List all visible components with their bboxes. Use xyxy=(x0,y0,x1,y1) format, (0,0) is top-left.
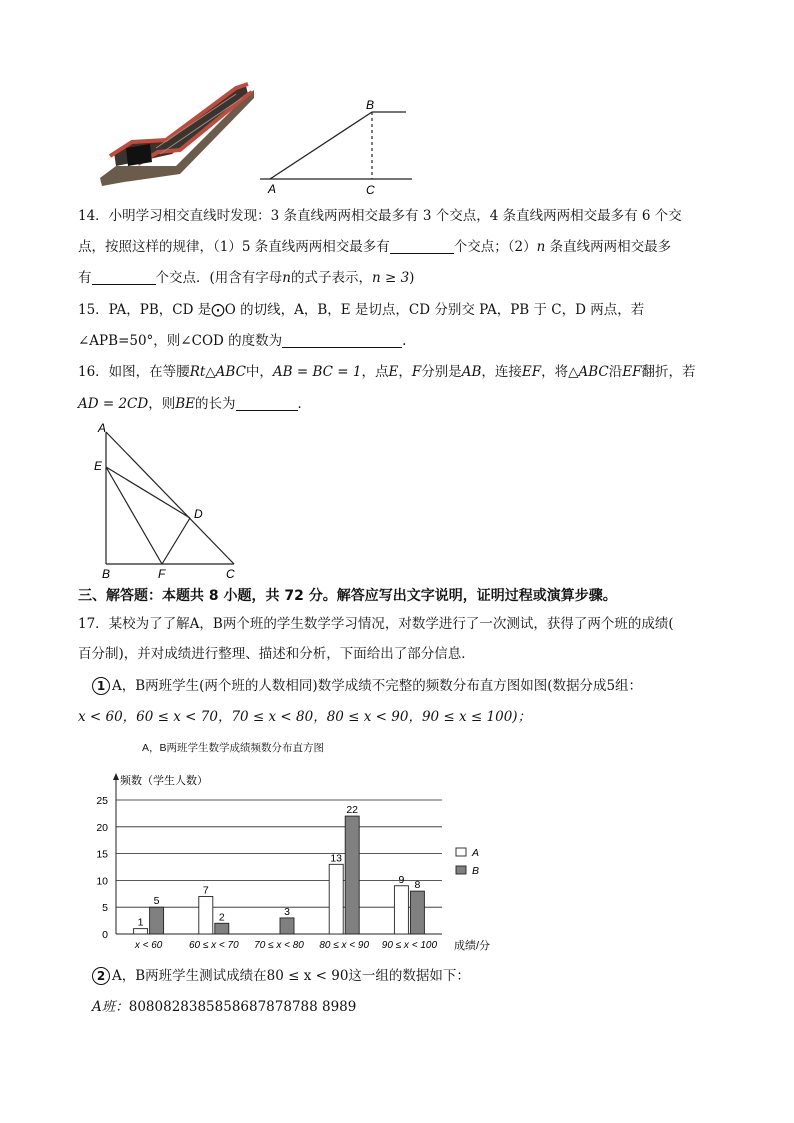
q14-line2: 点，按照这样的规律，（1）5 条直线两两相交最多有 个交点；（2）n 条直线两两相交最多 xyxy=(78,239,672,255)
answer-blank[interactable] xyxy=(390,239,454,254)
answer-blank[interactable] xyxy=(92,270,156,285)
legend-label-B: B xyxy=(472,865,480,877)
x-axis-label: 成绩/分 xyxy=(454,940,491,952)
bar-B-2 xyxy=(280,918,294,934)
q17-item1: 1 A，B两班学生(两个班的人数相同)数学成绩不完整的频数分布直方图如图(数据分成5组： xyxy=(92,676,642,696)
vertex-A: A xyxy=(98,421,107,435)
vertex-B: B xyxy=(102,567,111,581)
label-C: C xyxy=(366,183,375,197)
q17-item3: A班：8080828385858687878788 8989 xyxy=(92,999,357,1015)
x-tick-label: 90 ≤ x < 100 xyxy=(381,940,438,951)
q17-item1-line2: x < 60，60 ≤ x < 70，70 ≤ x < 80，80 ≤ x < 90，90 ≤ x ≤ 100)； xyxy=(78,709,532,725)
q15-line2: ∠APB=50°，则∠COD 的度数为 . xyxy=(78,333,407,349)
y-tick-label: 25 xyxy=(96,795,108,807)
incline-diagram xyxy=(256,94,416,198)
q16-line2: AD = 2CD，则BE的长为 ． xyxy=(78,396,311,412)
y-tick-label: 15 xyxy=(96,848,108,861)
item-number-1: 1 xyxy=(92,677,110,695)
escalator-photo xyxy=(96,82,256,188)
q17-line1: 17．某校为了了解A，B两个班的学生数学学习情况，对数学进行了一次测试，获得了两个班的成绩( xyxy=(78,616,674,632)
data-label: 13 xyxy=(330,852,343,865)
legend-swatch-A xyxy=(456,848,466,856)
y-tick-label: 10 xyxy=(96,875,108,888)
fold-triangle-diagram xyxy=(88,418,248,584)
x-tick-label: x < 60 xyxy=(134,940,163,951)
vertex-E: E xyxy=(94,459,103,473)
q17-item2: 2 A，B两班学生测试成绩在80 ≤ x < 90这一组的数据如下： xyxy=(92,966,470,986)
vertex-C: C xyxy=(226,567,235,581)
q17-line2: 百分制)，并对成绩进行整理、描述和分析，下面给出了部分信息． xyxy=(78,646,475,662)
data-label: 3 xyxy=(284,905,290,918)
bar-B-4 xyxy=(410,891,424,934)
bar-B-3 xyxy=(345,816,359,934)
data-label: 2 xyxy=(218,911,225,924)
data-label: 7 xyxy=(202,884,209,897)
data-label: 1 xyxy=(137,916,144,929)
bar-A-1 xyxy=(199,896,213,934)
x-tick-label: 70 ≤ x < 80 xyxy=(254,940,304,951)
y-tick-label: 0 xyxy=(102,929,108,941)
data-label: 8 xyxy=(414,879,421,892)
bar-A-0 xyxy=(134,929,148,934)
vertex-F: F xyxy=(158,567,166,581)
data-label: 22 xyxy=(346,804,359,817)
bar-B-0 xyxy=(150,907,164,934)
y-tick-label: 5 xyxy=(102,902,108,915)
data-label: 9 xyxy=(398,873,405,886)
y-tick-label: 20 xyxy=(96,821,108,834)
data-label: 5 xyxy=(153,895,160,908)
item-number-2: 2 xyxy=(92,967,110,985)
label-B: B xyxy=(366,98,375,112)
q16-line1: 16．如图，在等腰Rt△ABC中，AB = BC = 1，点E，F分别是AB，连接EF，将△ABC沿EF翻折，若 xyxy=(78,364,696,380)
x-tick-label: 60 ≤ x < 70 xyxy=(188,940,239,951)
chart-title: A，B两班学生数学成绩频数分布直方图 xyxy=(142,742,325,754)
bar-A-4 xyxy=(394,886,408,934)
q14-line3: 有 个交点．(用含有字母n的式子表示，n ≥ 3) xyxy=(78,270,415,286)
bar-A-3 xyxy=(329,864,343,934)
answer-blank[interactable] xyxy=(282,333,402,348)
label-A: A xyxy=(268,182,277,196)
y-axis-arrow xyxy=(113,773,119,780)
vertex-D: D xyxy=(194,507,203,521)
legend-label-A: A xyxy=(472,847,480,859)
y-axis-label: 频数（学生人数） xyxy=(120,775,208,787)
x-tick-label: 80 ≤ x < 90 xyxy=(319,940,370,951)
bar-B-1 xyxy=(215,923,229,934)
q14-line1: 14．小明学习相交直线时发现：3 条直线两两相交最多有 3 个交点，4 条直线两两相交最多有 6 个交 xyxy=(78,208,682,224)
q15-line1: 15．PA，PB，CD 是⨀O 的切线，A，B，E 是切点，CD 分别交 PA，PB 于 C，D 两点，若 xyxy=(78,302,645,318)
section-heading: 三、解答题：本题共 8 小题，共 72 分。解答应写出文字说明，证明过程或演算步骤。 xyxy=(78,588,617,604)
legend-swatch-B xyxy=(456,866,466,874)
frequency-histogram xyxy=(90,768,510,958)
answer-blank[interactable] xyxy=(236,396,298,411)
